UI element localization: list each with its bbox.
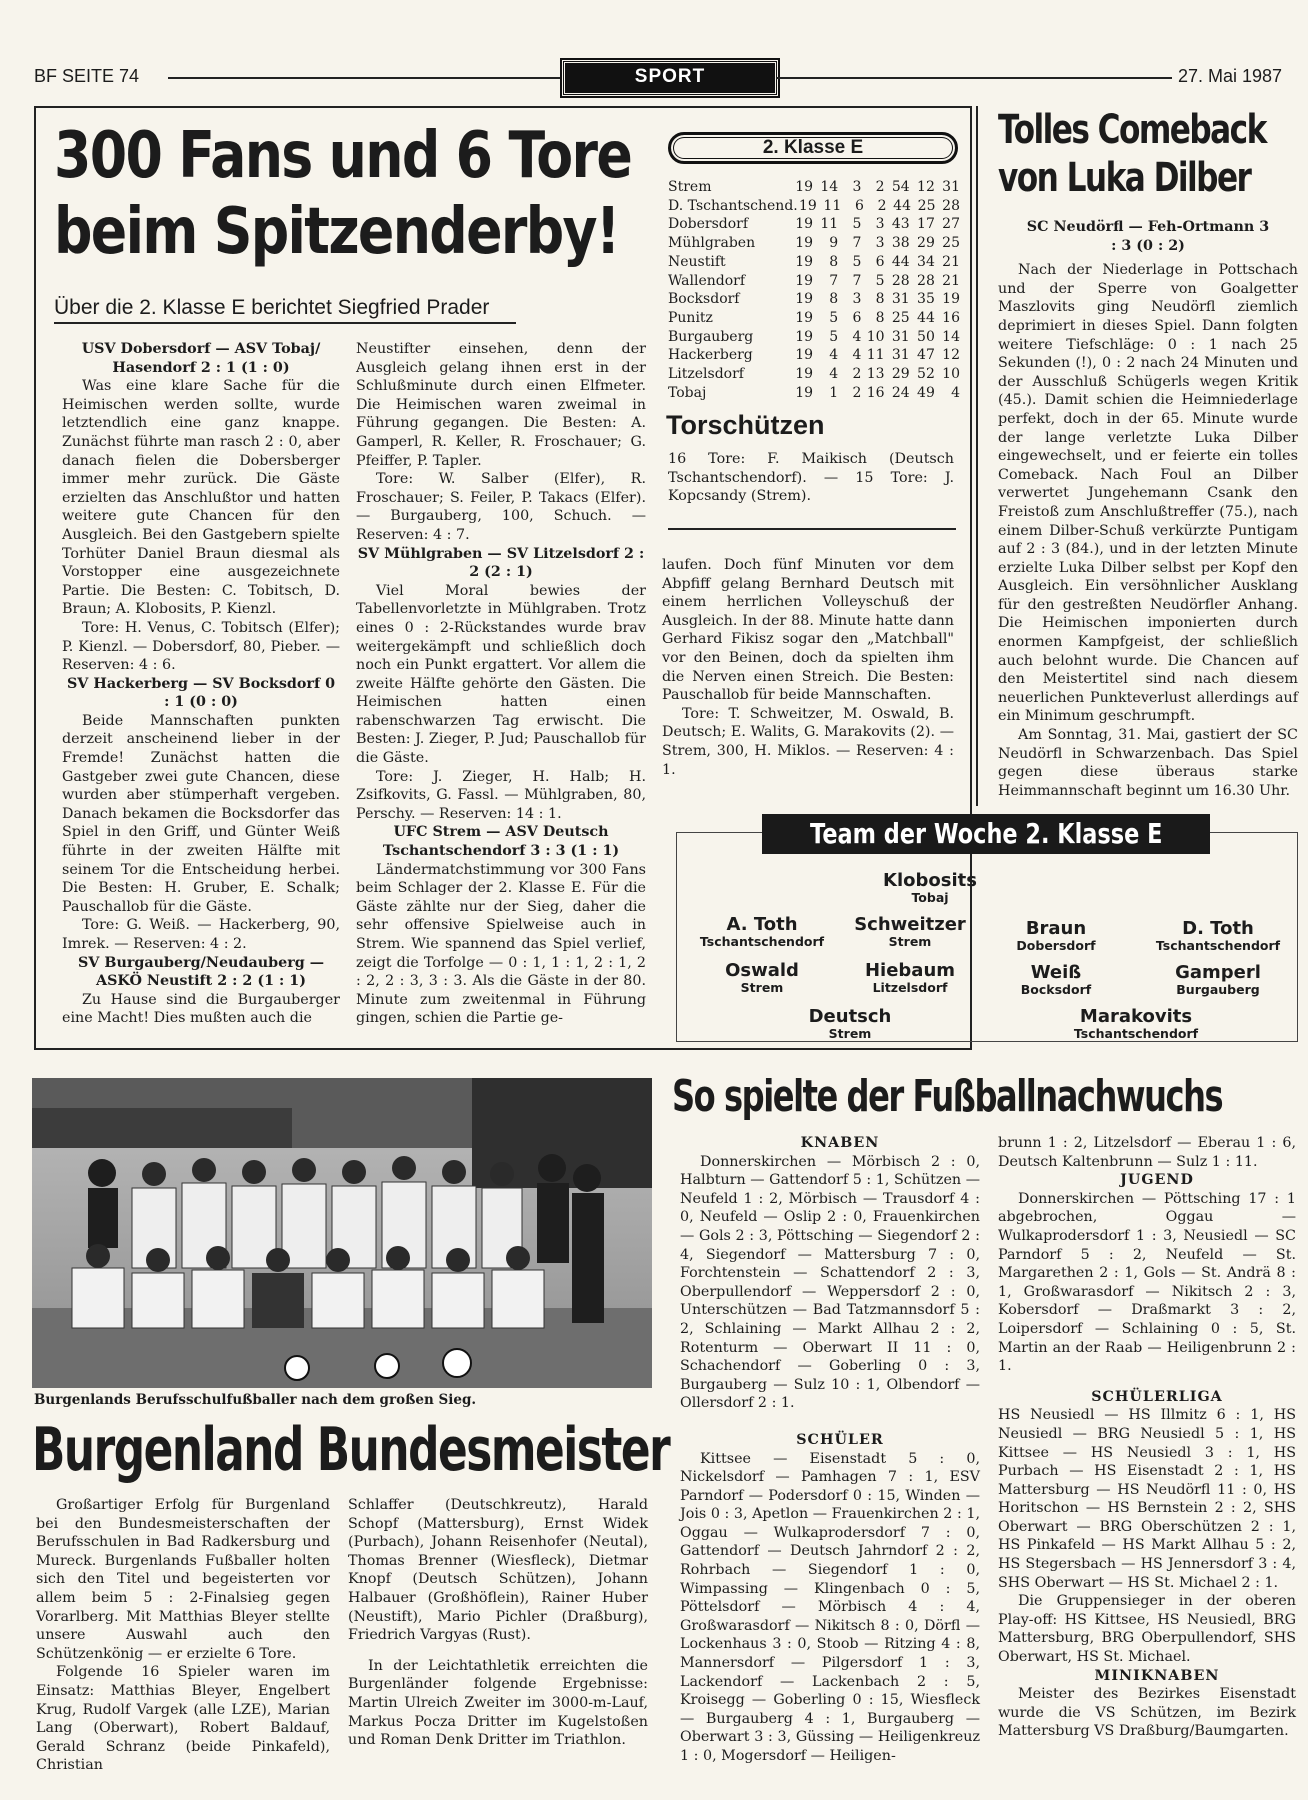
standings-value: 19 [795,366,814,383]
article-paragraph: Neustifter einsehen, denn der Ausgleich gelang ihnen erst in der Schlußminute durch einen Elfmeter. Die Heimischen waren zweimal in Führung gegangen. Die Besten: A. Gamperl, R. Keller, R. Froschauer; G. Pfeiffer, P. Tapler. [356,341,646,469]
standings-value: 16 [866,384,885,401]
team-photo-image [32,1078,652,1388]
standings-row [668,384,960,403]
standings-team: Mühlgraben [668,235,756,252]
standings-value: 19 [795,253,814,270]
team-of-week-title [762,814,1210,854]
section-label [562,60,778,96]
standings-value: 27 [942,216,960,233]
standings-value: 44 [917,309,935,326]
right-article-body [998,218,1298,798]
standings-team: Burgauberg [668,328,754,345]
issue-date: 27. Mai 1987 [1178,66,1283,86]
standings-value: 3 [875,235,885,252]
standings-value: 34 [917,253,935,270]
player-club: Strem [888,934,932,949]
schueler-title: SCHÜLER [796,1431,884,1448]
playoff-text: Die Gruppensieger in der oberen Play-off: HS Kittsee, HS Neusiedl, BRG Mattersburg, BRG Oberpullendorf, SHS Oberwart, HS St. Michael. [998,1593,1296,1666]
nachwuchs-col-1 [680,1134,980,1762]
standings-row [668,365,960,384]
standings-row [668,215,960,234]
standings-row [668,197,960,216]
team-player [1046,1006,1226,1041]
standings-value: 7 [852,235,862,252]
player-name: Gamperl [1175,962,1261,983]
standings-value: 3 [852,291,862,308]
standings-value: 2 [875,179,885,195]
standings-value: 52 [917,366,935,383]
player-name: D. Toth [1182,918,1254,939]
article-paragraph: Zu Hause sind die Burgauberger eine Macht! Dies mußten auch die [62,991,340,1027]
standings-value: 1 [829,384,839,401]
standings-value: 31 [891,328,910,345]
standings-row [668,290,960,309]
standings-value: 19 [795,179,814,195]
standings-value: 10 [942,366,960,383]
standings-value: 3 [852,179,862,195]
player-club: Dobersdorf [1016,938,1096,953]
standings-row [668,346,960,365]
article-paragraph: Beide Mannschaften punkten derzeit anscheinend lieber in der Fremde! Zunächst hatten die Gastgeber zwei gute Chancen, diese wurden aber stümperhaft vergeben. Danach bekamen die Bocksdorfer das Spiel in den Griff, und Günter Weiß führte in der zweiten Hälfte mit seinem Tor die Entscheidung herbei. Die Besten: H. Gruber, E. Schalk; Pauschallob für die Gäste. [62,712,340,915]
standings-value: 31 [891,291,910,308]
standings-value: 31 [891,347,910,364]
standings-row [668,309,960,328]
right-headline [998,106,1298,202]
standings-value: 38 [891,235,910,252]
player-club: Bocksdorf [1020,982,1092,997]
standings-value: 25 [917,197,936,214]
scorers-text: 16 Tore: F. Maikisch (Deutsch Tschantschendorf). — 15 Tore: J. Kopcsandy (Strem). [668,451,954,505]
standings-team: Strem [668,179,712,195]
standings-value: 5 [852,216,862,233]
standings-team: D. Tschantschend. [668,197,798,214]
standings-value: 28 [917,272,935,289]
standings-value: 11 [866,347,885,364]
header-rule-right [776,77,1172,79]
standings-value: 31 [942,179,960,195]
team-player [966,918,1146,953]
standings-value: 29 [917,235,935,252]
standings-value: 11 [820,216,839,233]
standings-value: 19 [798,197,817,214]
standings-value: 19 [795,309,814,326]
miniknaben-title: MINIKNABEN [1094,1667,1220,1684]
standings-team: Tobaj [668,384,707,401]
team-player [966,962,1146,997]
standings-value: 4 [829,366,839,383]
main-headline-line1: 300 Fans und 6 Tore [54,119,632,193]
standings-value: 19 [942,291,960,308]
standings-value: 19 [795,328,814,345]
match-heading: UFC Strem — ASV Deutsch Tschantschendorf 3 : 3 (1 : 1) [382,824,620,860]
right-article-p1: Nach der Niederlage in Pottschach und der Sperre von Goalgetter Maszlovits ging Neudörfl ziemlich deprimiert in dieses Spiel. Dann folgten weitere Tiefschläge: 0 : 1 nach 25 Sekunden (!), 0 : 2 nach 24 Minuten und der Ausschluß Schügerls wegen Kritik (45.). Damit schien die Heimniederlage perfekt, doch in der 65. Minute wurde der lange verletzte Luka Dilber eingewechselt, und er feierte ein tolles Comeback. Nach Foul an Dilber verwertet Jungehemann Csank den Freistoß zum Anschlußtreffer (75.), nach einem Dilber-Schuß verkürzte Puntigam auf 2 : 3 (84.), und in der letzten Minute erzielte Luka Dilber selbst per Kopf den Ausgleich. Ein versöhnlicher Ausklang für den gestreßten Neudörfler Anhang. Die Heimischen imponierten durch enormen Kampfgeist, der schließlich auch belohnt wurde. Die Chancen auf den Meistertitel sind nach diesem neuerlichen Punkteverlust allerdings auf ein Minimum geschrumpft. [998,262,1298,725]
standings-value: 4 [852,328,862,345]
standings-value: 21 [942,253,960,270]
article-paragraph: Ländermatchstimmung vor 300 Fans beim Schlager der 2. Klasse E. Für die Gäste zählte nur der Sieg, daher die sehr offensive Spielweise auch in Strem. Wie spannend das Spiel verlief, zeigt die Torfolge — 0 : 1, 1 : 1, 2 : 1, 2 : 2, 2 : 3, 3 : 3. Als die Gäste in der 80. Minute zum zweitenmal in Führung gingen, schien die Partie ge- [356,861,646,1027]
standings-value: 11 [823,197,842,214]
standings-value: 25 [942,235,960,252]
player-club: Tschantschendorf [1155,938,1281,953]
jugend-title: JUGEND [1120,1172,1194,1189]
standings-value: 43 [891,216,910,233]
standings-value: 5 [829,309,839,326]
standings-value: 28 [891,272,910,289]
player-name: Weiß [1030,962,1082,983]
standings-team: Punitz [668,309,713,326]
standings-value: 7 [852,272,862,289]
header-rule-left [168,77,562,79]
standings-value: 13 [866,366,885,383]
standings-value: 19 [795,216,814,233]
article-paragraph: laufen. Doch fünf Minuten vor dem Abpfiff gelang Bernhard Deutsch mit einem herrlichen Volleyschuß der Ausgleich. In der 88. Minute hatte dann Gerhard Fikisz sogar den „Matchball" vor den Beinen, doch da spielten ihm die Nerven einen Streich. Die Besten: Pauschallob für beide Mannschaften. [662,557,954,704]
standings-table [668,178,960,402]
standings-value: 28 [942,197,960,214]
standings-value: 19 [795,235,814,252]
standings-team: Hackerberg [668,347,753,364]
standings-value: 2 [877,197,887,214]
byline-rule [54,322,516,324]
standings-value: 44 [891,253,910,270]
article-paragraph: Tore: G. Weiß. — Hackerberg, 90, Imrek. — Reserven: 4 : 2. [62,917,340,952]
standings-value: 44 [893,197,911,214]
standings-value: 5 [875,272,885,289]
standings-row [668,234,960,253]
standings-row [668,272,960,291]
article-paragraph: Was eine klare Sache für die Heimischen werden sollte, wurde letztendlich eine ganz knappe. Zunächst führte man rasch 2 : 0, aber danach fielen die Dobersberger immer mehr zurück. Die Gäste erzielten das Anschlußtor und hatten weitere gute Chancen für den Ausgleich. Bei den Gastgebern spielte Torhüter Daniel Braun diesmal als Vorstopper eine ausgezeichnete Partie. Die Besten: C. Tobitsch, D. Braun; A. Klobosits, P. Kienzl. [62,378,340,618]
right-article-match: SC Neudörfl — Feh-Ortmann 3 : 3 (0 : 2) [1026,219,1270,254]
player-name: Hiebaum [864,960,956,981]
bundesmeister-p1: Großartiger Erfolg für Burgenland bei den Bundesmeisterschaften der Berufsschulen in Bad Radkersburg und Mureck. Burgenlands Fußballer holten sich den Titel und begeisterten vor allem beim 5 : 2-Finalsieg gegen Vorarlberg. Mit Matthias Bleyer stellte unsere Auswahl auch den Schützenkönig — er erzielte 6 Tore. [36,1497,330,1662]
standings-value: 25 [891,309,910,326]
standings-value: 35 [917,291,935,308]
standings-value: 3 [875,216,885,233]
standings-value: 16 [942,309,960,326]
right-column-rule [976,106,978,806]
standings-value: 24 [891,384,910,401]
standings-team: Litzelsdorf [668,366,744,383]
standings-team: Neustift [668,253,726,270]
standings-title-text: 2. Klasse E [762,137,864,158]
standings-row [668,178,960,197]
standings-value: 29 [891,366,910,383]
nachwuchs-headline: So spielte der Fußballnachwuchs [672,1071,1223,1122]
standings-team: Wallendorf [668,272,746,289]
player-club: Burgauberg [1176,982,1260,997]
bundesmeister-headline: Burgenland Bundesmeister [32,1415,670,1485]
main-headline-line2: beim Spitzenderby! [54,195,619,269]
standings-value: 2 [852,366,862,383]
nachwuchs-cont: brunn 1 : 2, Litzelsdorf — Eberau 1 : 6, Deutsch Kaltenbrunn — Sulz 1 : 11. [998,1135,1296,1170]
standings-value: 19 [795,291,814,308]
standings-value: 4 [852,347,862,364]
player-club: Litzelsdorf [872,980,948,995]
standings-row [668,253,960,272]
standings-value: 7 [829,272,839,289]
standings-value: 8 [875,291,885,308]
team-photo [32,1078,652,1388]
miniknaben-text: Meister des Bezirkes Eisenstadt wurde die VS Schützen, im Bezirk Mattersburg VS Draßburg/Baumgarten. [998,1686,1296,1740]
standings-value: 5 [852,253,862,270]
page-number: BF SEITE 74 [34,66,140,86]
main-col-3 [662,556,954,796]
player-name: A. Toth [726,914,798,935]
standings-value: 6 [852,309,862,326]
photo-caption: Burgenlands Berufsschulfußballer nach dem großen Sieg. [34,1392,477,1408]
bundesmeister-p3: Schlaffer (Deutschkreutz), Harald Schopf (Mattersburg), Ernst Widek (Purbach), Johann Reisenhofer (Neutal), Thomas Brenner (Wiesfleck), Dietmar Knopf (Deutsch Schützen), Johann Halbauer (Großhöflein), Rainer Huber (Neustift), Mario Pichler (Draßburg), Friedrich Vargyas (Rust). [348,1497,648,1644]
player-club: Strem [740,980,784,995]
right-article-p2: Am Sonntag, 31. Mai, gastiert der SC Neudörfl in Schwarzenbach. Das Spiel gegen diese überaus starke Heimmannschaft beginnt um 16.30 Uhr. [998,727,1298,799]
standings-value: 17 [917,216,935,233]
knaben-text: Donnerskirchen — Mörbisch 2 : 0, Halbturn — Gattendorf 5 : 1, Schützen — Neufeld 1 : 2, Mörbisch — Trausdorf 4 : 0, Neufeld — Oslip 2 : 0, Frauenkirchen — Gols 2 : 3, Pöttsching — Siegendorf 2 : 4, Siegendorf — Mattersburg 7 : 0, Forchtenstein — Schattendorf 2 : 3, Oberpullendorf — Weppersdorf 2 : 0, Unterschützen — Bad Tatzmannsdorf 5 : 2, Schlaining — Markt Allhau 2 : 2, Rotenturm — Oberwart II 11 : 0, Schachendorf — Goberling 0 : 3, Burgauberg — Sulz 10 : 1, Olbendorf — Ollersdorf 2 : 1. [680,1153,980,1412]
byline: Über die 2. Klasse E berichtet Siegfried Prader [54,296,490,319]
bundesmeister-p2: Folgende 16 Spieler waren im Einsatz: Matthias Bleyer, Engelbert Krug, Rudolf Vargek (alle LZE), Marian Lang (Oberwart), Robert Baldauf, Gerald Schranz (beide Pinkafeld), Christian [36,1664,330,1774]
standings-value: 21 [942,272,960,289]
article-paragraph: Tore: H. Venus, C. Tobitsch (Elfer); P. Kienzl. — Dobersdorf, 80, Pieber. — Reserven: 4 : 6. [62,619,340,674]
section-label-text: SPORT [634,66,706,87]
jugend-text: Donnerskirchen — Pöttsching 17 : 1 abgebrochen, Oggau — Wulkaprodersdorf 1 : 3, Neusiedl — SC Parndorf 5 : 2, Neufeld — St. Margarethen 2 : 1, Gols — St. Andrä 8 : 1, Großwarasdorf — Nikitsch 2 : 3, Kobersdorf — Draßmarkt 3 : 2, Loipersdorf — Schlaining 0 : 5, St. Martin an der Raab — Heiligenbrunn 2 : 1. [998,1190,1296,1375]
article-paragraph: Viel Moral bewies der Tabellenvorletzte in Mühlgraben. Trotz eines 0 : 2-Rückstandes wurde brav weitergekämpft und schließlich doch noch ein Punkt ergattert. Vor allem die zweite Hälfte gehörte den Gästen. Die Heimischen hatten einen rabenschwarzen Tag erwischt. Die Besten: J. Zieger, P. Jud; Pauschallob für die Gäste. [356,582,646,767]
match-heading: SV Burgauberg/Neudauberg — ASKÖ Neustift 2 : 2 (1 : 1) [77,954,324,990]
match-heading: SV Hackerberg — SV Bocksdorf 0 : 1 (0 : 0) [66,675,336,711]
standings-value: 14 [820,179,839,195]
article-paragraph: Tore: J. Zieger, H. Halb; H. Zsifkovits, G. Fassl. — Mühlgraben, 80, Perschy. — Reserven: 14 : 1. [356,768,646,822]
right-headline-line2: von Luka Dilber [998,155,1251,201]
standings-value: 2 [852,384,862,401]
player-name: Deutsch [808,1006,892,1027]
standings-value: 49 [917,384,935,401]
scorers-title: Torschützen [666,410,825,440]
schueler-text: Kittsee — Eisenstadt 5 : 0, Nickelsdorf — Pamhagen 7 : 1, ESV Parndorf — Podersdorf 0 : 15, Winden — Jois 0 : 3, Apetlon — Frauenkirchen 2 : 1, Oggau — Wulkaprodersdorf 7 : 0, Gattendorf — Deutsch Jahrndorf 2 : 2, Rohrbach — Siegendorf 1 : 0, Wimpassing — Klingenbach 0 : 5, Pöttelsdorf — Mörbisch 4 : 4, Großwarasdorf — Nikitsch 8 : 0, Dörfl — Lockenhaus 3 : 0, Stoob — Ritzing 4 : 8, Mannersdorf — Pilgersdorf 1 : 3, Lackendorf — Lackenbach 2 : 5, Kroisegg — Goberling 0 : 15, Wiesfleck — Burgauberg 4 : 1, Burgauberg — Oberwart 3 : 3, Güssing — Heiligenkreuz 1 : 0, Mogersdorf — Heiligen- [680,1450,980,1764]
standings-value: 8 [829,253,839,270]
standings-value: 8 [875,309,885,326]
standings-value: 4 [829,347,839,364]
schuelerliga-text: HS Neusiedl — HS Illmitz 6 : 1, HS Neusiedl — BRG Neusiedl 5 : 1, HS Kittsee — HS Neusiedl 3 : 1, HS Purbach — HS Eisenstadt 2 : 1, HS Mattersburg — HS Neudörfl 11 : 0, HS Horitschon — HS Bernstein 2 : 2, SHS Oberwart — BRG Oberschützen 2 : 1, HS Pinkafeld — HS Markt Allhau 5 : 2, HS Stegersbach — HS Jennersdorf 3 : 4, SHS Oberwart — HS St. Michael 2 : 1. [998,1407,1296,1591]
standings-value: 9 [829,235,839,252]
standings-value: 12 [942,347,960,364]
nachwuchs-col-2 [998,1134,1296,1762]
team-of-week-title-text: Team der Woche 2. Klasse E [809,817,1163,850]
team-player [1128,962,1308,997]
player-name: Braun [1025,918,1087,939]
player-club: Tschantschendorf [699,934,825,949]
standings-value: 19 [795,272,814,289]
article-paragraph: Tore: T. Schweitzer, M. Oswald, B. Deutsch; E. Walits, G. Marakovits (2). — Strem, 300, H. Miklos. — Reserven: 4 : 1. [662,705,954,778]
player-name: Klobosits [883,870,977,891]
right-headline-line1: Tolles Comeback [998,107,1266,153]
main-col-1 [62,340,340,1040]
main-headline [54,118,654,270]
standings-value: 14 [942,328,960,345]
standings-value: 19 [795,384,814,401]
match-heading: USV Dobersdorf — ASV Tobaj/ Hasendorf 2 : 1 (1 : 0) [81,341,321,376]
knaben-title: KNABEN [800,1135,880,1151]
match-heading: SV Mühlgraben — SV Litzelsdorf 2 : 2 (2 : 1) [357,545,645,581]
standings-row [668,328,960,347]
main-col-2 [356,340,646,1040]
scorers-rule [668,528,956,530]
standings-value: 6 [854,197,864,214]
player-club: Tschantschendorf [1073,1026,1199,1041]
standings-value: 5 [829,328,839,345]
standings-value: 4 [951,384,960,401]
player-club: Strem [828,1026,872,1041]
standings-value: 12 [917,179,935,195]
article-paragraph: Tore: W. Salber (Elfer), R. Froschauer; S. Feiler, P. Takacs (Elfer). — Burgauberg, 100, Schuch. — Reserven: 4 : 7. [356,471,646,543]
player-name: Schweitzer [854,914,966,935]
standings-value: 47 [917,347,935,364]
standings-value: 8 [829,291,839,308]
schuelerliga-title: SCHÜLERLIGA [1091,1388,1223,1405]
standings-value: 54 [891,179,910,195]
standings-team: Dobersdorf [668,216,749,233]
standings-value: 6 [875,253,885,270]
bundesmeister-col-2 [348,1496,648,1756]
standings-value: 50 [917,328,935,345]
team-player [1128,918,1308,953]
player-name: Oswald [725,960,799,981]
player-club: Tobaj [911,890,949,905]
standings-value: 10 [866,328,885,345]
player-name: Marakovits [1079,1006,1193,1027]
standings-title [668,132,958,164]
standings-team: Bocksdorf [668,291,740,308]
bundesmeister-col-1 [36,1496,330,1774]
standings-value: 19 [795,347,814,364]
bundesmeister-p4: In der Leichtathletik erreichten die Burgenländer folgende Ergebnisse: Martin Ulreich Zweiter im 3000-m-Lauf, Markus Pocza Dritter im Kugelstoßen und Roman Denk Dritter im Triathlon. [348,1657,648,1749]
team-player [840,870,1020,905]
team-player [760,1006,940,1041]
